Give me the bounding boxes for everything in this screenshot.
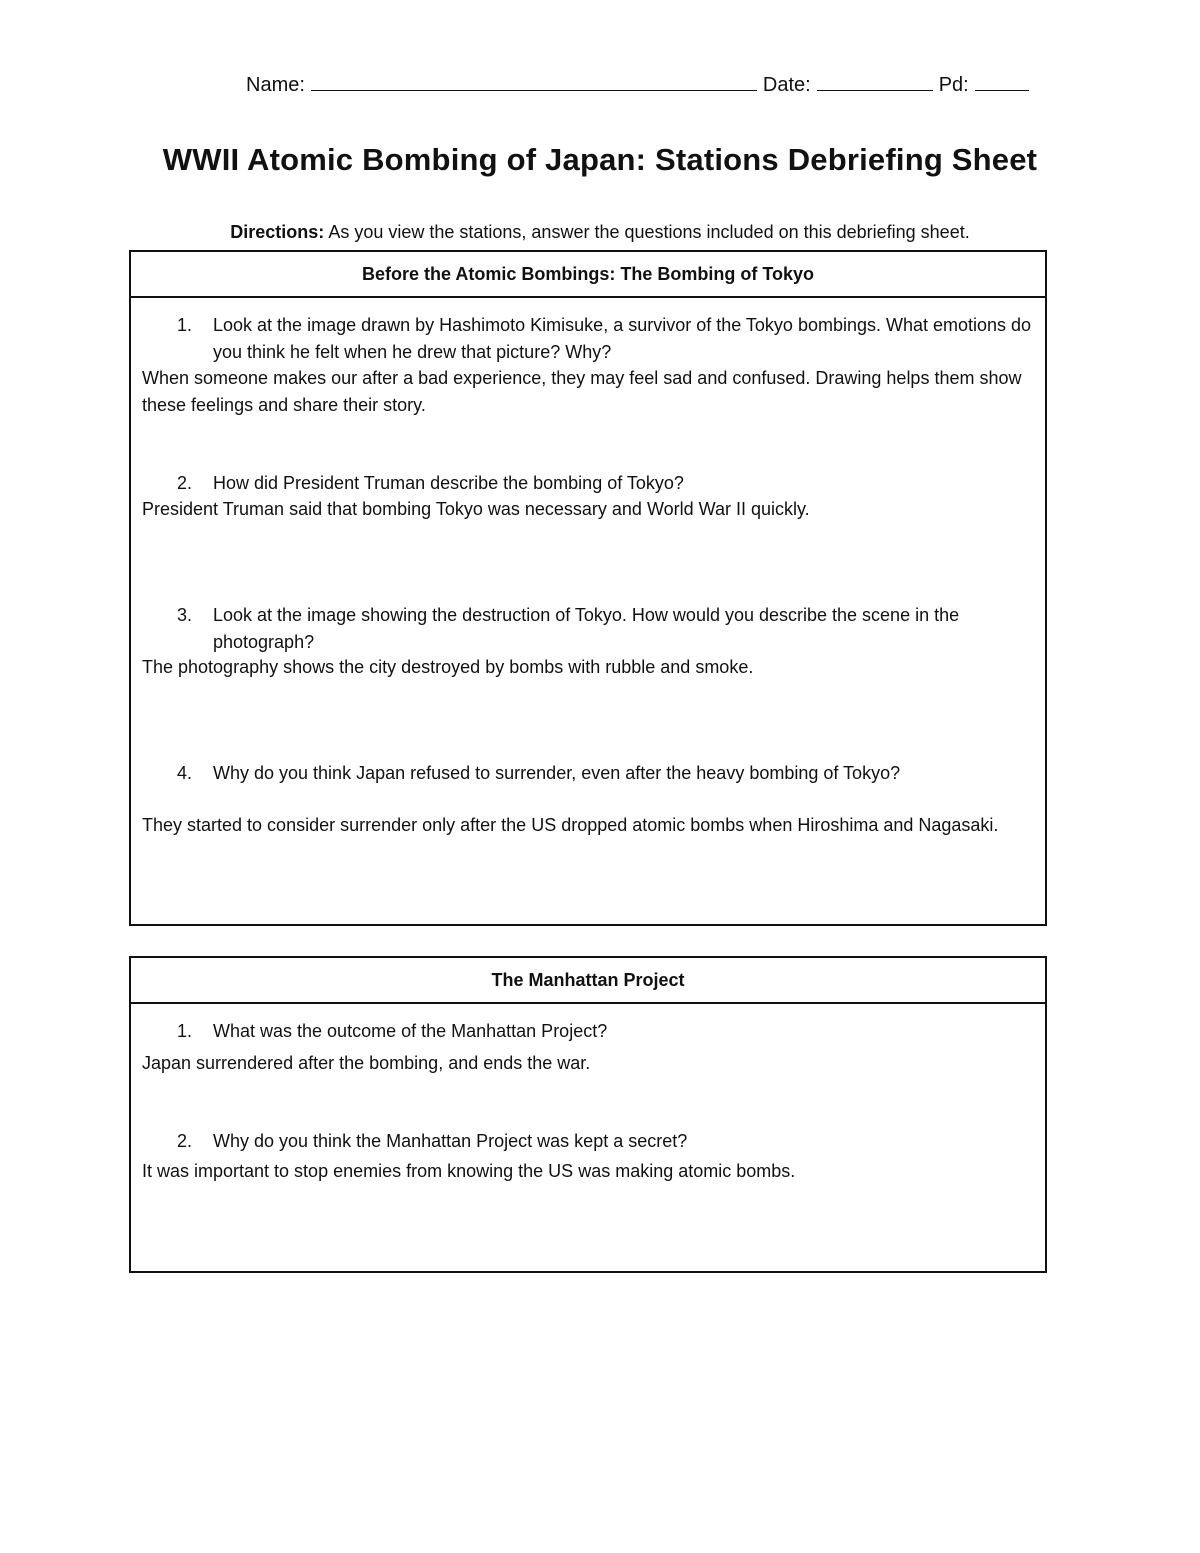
name-field[interactable] <box>311 72 757 91</box>
question-text: Look at the image showing the destruction of Tokyo. How would you describe the scene in the photograph? <box>213 605 960 652</box>
date-field[interactable] <box>817 72 933 91</box>
question-text: Why do you think Japan refused to surrender, even after the heavy bombing of Tokyo? <box>213 763 901 783</box>
question-3 <box>145 602 1033 656</box>
period-field[interactable] <box>975 72 1029 91</box>
question-text: What was the outcome of the Manhattan Project? <box>213 1021 608 1041</box>
answer-1[interactable]: Japan surrendered after the bombing, and ends the war. <box>142 1053 591 1073</box>
answer-2[interactable]: It was important to stop enemies from knowing the US was making atomic bombs. <box>142 1161 796 1181</box>
question-number: 3. <box>177 605 193 625</box>
question-text: How did President Truman describe the bombing of Tokyo? <box>213 473 684 493</box>
question-text: Why do you think the Manhattan Project was kept a secret? <box>213 1131 688 1151</box>
section-manhattan-project <box>129 956 1047 1273</box>
section-heading: The Manhattan Project <box>131 958 1045 1004</box>
directions-label: Directions: <box>230 222 325 242</box>
date-label: Date: <box>762 74 811 96</box>
period-label: Pd: <box>938 74 969 96</box>
section-heading: Before the Atomic Bombings: The Bombing of Tokyo <box>131 252 1045 298</box>
directions <box>0 222 1200 243</box>
question-number: 2. <box>177 1131 193 1151</box>
answer-2[interactable]: President Truman said that bombing Tokyo was necessary and World War II quickly. <box>142 499 810 519</box>
question-number: 4. <box>177 763 193 783</box>
name-label: Name: <box>246 74 305 96</box>
question-1 <box>145 312 1033 366</box>
question-number: 1. <box>177 1021 193 1041</box>
answer-1[interactable]: When someone makes our after a bad experience, they may feel sad and confused. Drawing helps them show these feelings and share their story. <box>142 368 1022 415</box>
section-tokyo-bombing <box>129 250 1047 926</box>
answer-3[interactable]: The photography shows the city destroyed by bombs with rubble and smoke. <box>142 657 754 677</box>
question-1 <box>145 1018 1033 1045</box>
directions-text: As you view the stations, answer the questions included on this debriefing sheet. <box>324 222 970 242</box>
question-text: Look at the image drawn by Hashimoto Kimisuke, a survivor of the Tokyo bombings. What emotions do you think he felt when he drew that picture? Why? <box>213 315 1032 362</box>
question-number: 1. <box>177 315 193 335</box>
page-title: WWII Atomic Bombing of Japan: Stations Debriefing Sheet <box>162 142 1038 177</box>
question-number: 2. <box>177 473 193 493</box>
name-date-period-line <box>246 72 1066 97</box>
answer-4[interactable]: They started to consider surrender only after the US dropped atomic bombs when Hiroshima and Nagasaki. <box>142 815 999 835</box>
question-2 <box>145 470 1033 497</box>
question-2 <box>145 1128 1033 1155</box>
question-4 <box>145 760 1033 787</box>
